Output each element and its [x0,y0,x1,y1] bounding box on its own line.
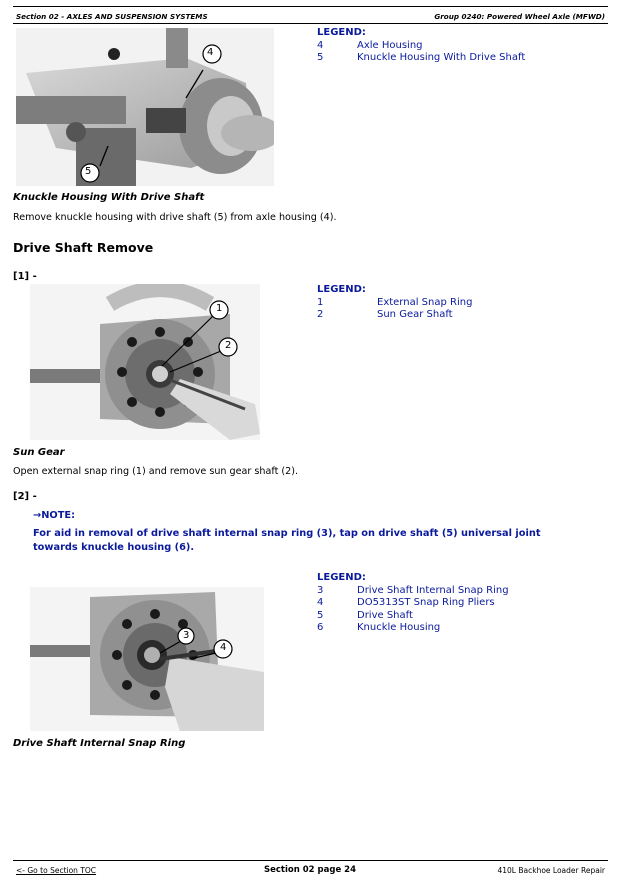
callout-5: 5 [85,166,92,177]
note-title: →NOTE: [33,510,76,521]
caption-knuckle-housing: Knuckle Housing With Drive Shaft [13,192,205,203]
text-open-snap-ring: Open external snap ring (1) and remove sun gear shaft (2). [13,466,299,477]
legend-label: Drive Shaft Internal Snap Ring [357,584,509,596]
callout-4: 4 [220,642,227,653]
caption-drive-shaft-snap-ring: Drive Shaft Internal Snap Ring [13,738,186,749]
drive-shaft-snap-ring-photo [30,587,264,731]
knuckle-housing-photo [16,28,274,186]
callout-4: 4 [207,47,214,58]
footer-page-number: Section 02 page 24 [264,865,356,875]
legend-row [317,622,509,635]
legend-row [317,610,509,623]
text-remove-knuckle-housing: Remove knuckle housing with drive shaft (5) from axle housing (4). [13,212,337,223]
section-title-drive-shaft-remove: Drive Shaft Remove [13,240,154,255]
legend-label: DO5313ST Snap Ring Pliers [357,597,495,608]
legend-knuckle-housing [317,27,525,65]
header-bottom-rule [13,23,608,24]
legend-title: LEGEND: [317,284,366,295]
caption-sun-gear: Sun Gear [13,447,65,458]
legend-label: Knuckle Housing With Drive Shaft [357,52,526,63]
legend-num: 5 [317,52,324,63]
footer-rule [13,860,608,861]
legend-row [317,309,472,322]
step-1-label: [1] - [13,271,37,282]
footer-toc-link[interactable] [16,866,96,875]
footer-manual-title: 410L Backhoe Loader Repair [497,866,605,875]
note-text: For aid in removal of drive shaft internal snap ring (3), tap on drive shaft (5) universal joint towards knuckle housing (6). [33,528,541,553]
legend-title: LEGEND: [317,572,366,583]
legend-title: LEGEND: [317,27,366,38]
sun-gear-photo [30,284,260,440]
legend-row [317,52,525,65]
legend-label: Sun Gear Shaft [377,309,453,320]
legend-num: 1 [317,296,324,308]
legend-num: 2 [317,309,324,320]
callout-1: 1 [216,303,223,314]
callout-2: 2 [225,340,232,351]
header-group: Group 0240: Powered Wheel Axle (MFWD) [434,12,605,21]
legend-drive-shaft-snap-ring [317,572,509,635]
legend-sun-gear [317,284,472,322]
go-to-section-toc-link[interactable]: <- Go to Section TOC [16,866,97,875]
legend-row [317,297,472,310]
legend-num: 5 [317,609,324,621]
legend-label: Knuckle Housing [357,622,441,633]
header-section: Section 02 - AXLES AND SUSPENSION SYSTEMS [16,12,208,21]
callout-3: 3 [183,630,190,641]
legend-label: External Snap Ring [377,296,473,308]
header-top-rule [13,6,608,7]
legend-row [317,40,525,53]
legend-num: 4 [317,39,324,51]
legend-row [317,585,509,598]
legend-num: 6 [317,622,324,633]
legend-label: Axle Housing [357,39,423,51]
legend-num: 3 [317,584,324,596]
legend-label: Drive Shaft [357,609,413,621]
legend-num: 4 [317,597,324,608]
step-2-label: [2] - [13,491,37,502]
legend-row [317,597,509,610]
